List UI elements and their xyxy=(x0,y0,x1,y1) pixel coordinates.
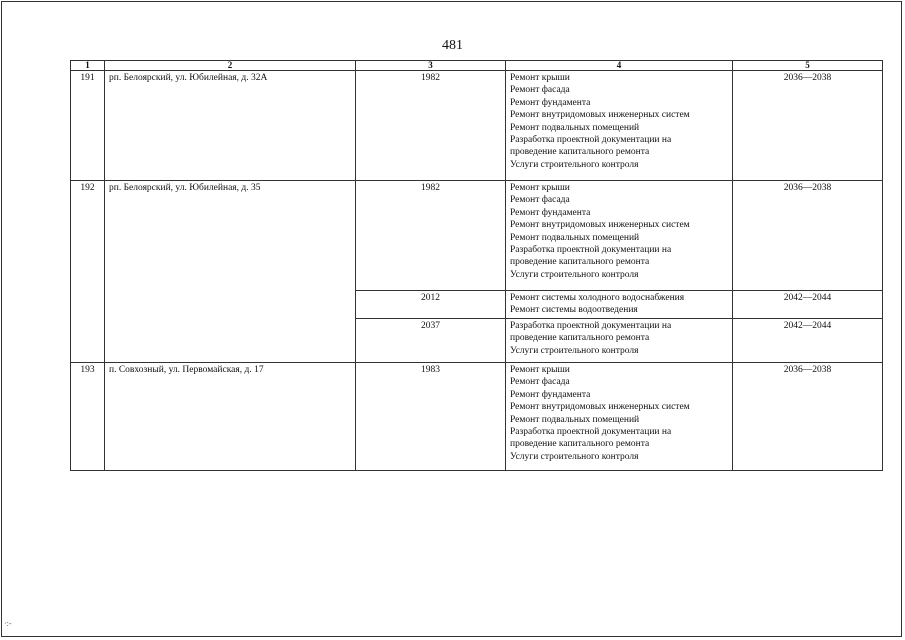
work-item: Услуги строительного контроля xyxy=(510,451,639,462)
work-item: Услуги строительного контроля xyxy=(510,345,639,356)
header-row xyxy=(71,61,883,71)
works-cell xyxy=(506,181,733,291)
header-cell: 4 xyxy=(506,61,733,71)
period-cell: 2042—2044 xyxy=(733,319,883,363)
address-cell: п. Совхозный, ул. Первомайская, д. 17 xyxy=(105,363,356,471)
work-item: Разработка проектной документации на xyxy=(510,245,672,256)
period-cell: 2036—2038 xyxy=(733,71,883,181)
address-cell: рп. Белоярский, ул. Юбилейная, д. 35 xyxy=(105,181,356,363)
works-cell xyxy=(506,71,733,181)
work-item: Ремонт крыши xyxy=(510,365,570,375)
work-item: Ремонт фасада xyxy=(510,85,570,96)
work-item: Услуги строительного контроля xyxy=(510,159,639,170)
work-item: Ремонт системы водоотведения xyxy=(510,305,638,316)
period-cell: 2036—2038 xyxy=(733,181,883,291)
repair-schedule-table xyxy=(70,60,883,471)
header-cell: 3 xyxy=(356,61,506,71)
year-cell: 1982 xyxy=(356,71,506,181)
row-number: 193 xyxy=(71,363,105,471)
work-item: Услуги строительного контроля xyxy=(510,269,639,280)
address-cell: рп. Белоярский, ул. Юбилейная, д. 32А xyxy=(105,71,356,181)
work-item: Ремонт подвальных помещений xyxy=(510,122,640,133)
works-cell xyxy=(506,291,733,319)
work-item: проведение капитального ремонта xyxy=(510,439,650,450)
work-item: проведение капитального ремонта xyxy=(510,333,650,344)
table-row xyxy=(71,363,883,471)
work-item: Ремонт крыши xyxy=(510,183,570,193)
scan-mark: ·:- xyxy=(4,619,12,628)
year-cell: 1983 xyxy=(356,363,506,471)
page-number: 481 xyxy=(442,38,463,53)
work-item: Разработка проектной документации на xyxy=(510,135,672,146)
table-row xyxy=(71,71,883,181)
work-item: Ремонт внутридомовых инженерных систем xyxy=(510,402,690,413)
work-item: Ремонт внутридомовых инженерных систем xyxy=(510,220,690,231)
row-number: 192 xyxy=(71,181,105,363)
work-item: проведение капитального ремонта xyxy=(510,257,650,268)
work-item: Разработка проектной документации на xyxy=(510,321,672,331)
work-item: Разработка проектной документации на xyxy=(510,427,672,438)
header-cell: 2 xyxy=(105,61,356,71)
works-cell xyxy=(506,319,733,363)
header-cell: 5 xyxy=(733,61,883,71)
table-row xyxy=(71,181,883,291)
row-number: 191 xyxy=(71,71,105,181)
year-cell: 2037 xyxy=(356,319,506,363)
year-cell: 1982 xyxy=(356,181,506,291)
work-item: Ремонт крыши xyxy=(510,73,570,83)
work-item: проведение капитального ремонта xyxy=(510,147,650,158)
works-cell xyxy=(506,363,733,471)
header-cell: 1 xyxy=(71,61,105,71)
work-item: Ремонт внутридомовых инженерных систем xyxy=(510,110,690,121)
work-item: Ремонт подвальных помещений xyxy=(510,414,640,425)
work-item: Ремонт фундамента xyxy=(510,207,591,218)
period-cell: 2036—2038 xyxy=(733,363,883,471)
work-item: Ремонт фундамента xyxy=(510,389,591,400)
period-cell: 2042—2044 xyxy=(733,291,883,319)
work-item: Ремонт фасада xyxy=(510,377,570,388)
work-item: Ремонт фасада xyxy=(510,195,570,206)
work-item: Ремонт системы холодного водоснабжения xyxy=(510,293,685,303)
year-cell: 2012 xyxy=(356,291,506,319)
work-item: Ремонт подвальных помещений xyxy=(510,232,640,243)
work-item: Ремонт фундамента xyxy=(510,97,591,108)
